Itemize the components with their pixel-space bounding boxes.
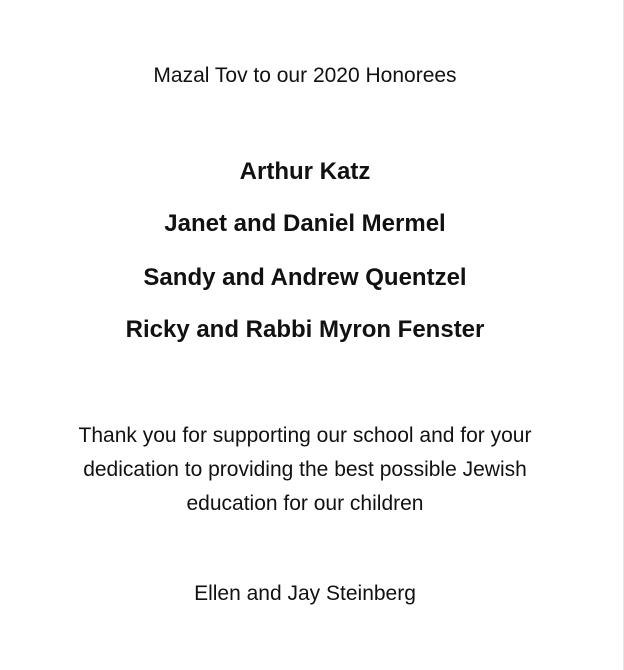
thank-you-line: dedication to providing the best possible Jewish <box>83 458 527 481</box>
honoree-name: Janet and Daniel Mermel <box>164 210 446 237</box>
heading: Mazal Tov to our 2020 Honorees <box>153 64 457 87</box>
thank-you-message <box>10 419 600 521</box>
signature: Ellen and Jay Steinberg <box>194 582 416 605</box>
thank-you-line: education for our children <box>186 492 424 515</box>
thank-you-line: Thank you for supporting our school and for your <box>78 424 532 447</box>
honoree-name: Sandy and Andrew Quentzel <box>143 264 467 291</box>
honoree-name: Arthur Katz <box>239 158 371 185</box>
honoree-name: Ricky and Rabbi Myron Fenster <box>125 316 485 343</box>
